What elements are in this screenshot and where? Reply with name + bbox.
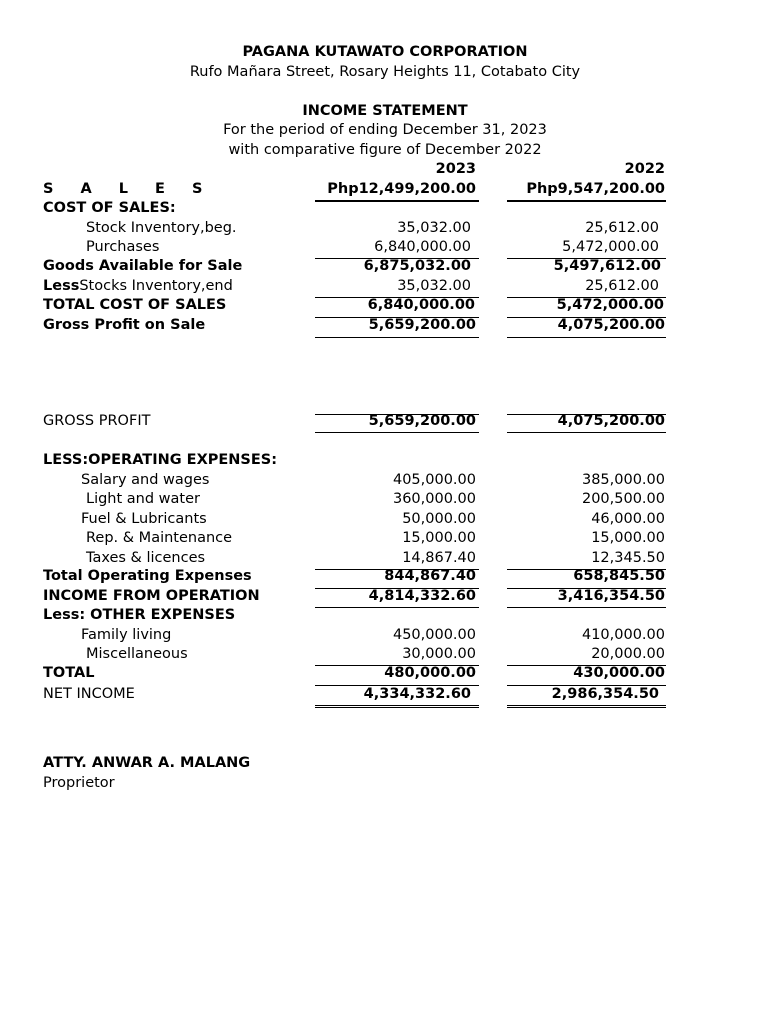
list-item bbox=[0, 510, 768, 530]
expense-label: Salary and wages bbox=[81, 472, 210, 488]
net-income-label: NET INCOME bbox=[43, 686, 135, 702]
stock-inventory-end-row bbox=[0, 277, 768, 297]
statement-comparative: with comparative figure of December 2022 bbox=[228, 142, 542, 158]
goods-available-label: Goods Available for Sale bbox=[43, 258, 243, 274]
column-headers bbox=[0, 160, 768, 180]
total-cost-of-sales-label: TOTAL COST OF SALES bbox=[43, 297, 227, 313]
net-income-2023: 4,334,332.60 bbox=[363, 686, 471, 702]
gross-profit-on-sale-2022: 4,075,200.00 bbox=[557, 317, 665, 333]
list-item bbox=[0, 490, 768, 510]
gross-profit-row bbox=[0, 412, 768, 432]
expense-2023: 450,000.00 bbox=[392, 627, 476, 643]
net-income-row bbox=[0, 685, 768, 705]
purchases-row bbox=[0, 238, 768, 258]
sales-2022: Php9,547,200.00 bbox=[526, 181, 665, 197]
cost-of-sales-heading-row bbox=[0, 199, 768, 219]
expense-label: Light and water bbox=[86, 491, 200, 507]
income-from-operation-2022: 3,416,354.50 bbox=[557, 588, 665, 604]
income-from-operation-row bbox=[0, 587, 768, 607]
expense-2023: 405,000.00 bbox=[392, 472, 476, 488]
list-item bbox=[0, 645, 768, 665]
statement-period: For the period of ending December 31, 2023 bbox=[223, 122, 547, 138]
total-operating-expenses-label: Total Operating Expenses bbox=[43, 568, 252, 584]
statement-title: INCOME STATEMENT bbox=[302, 103, 468, 119]
expense-2022: 12,345.50 bbox=[591, 550, 665, 566]
gross-profit-2023: 5,659,200.00 bbox=[368, 413, 476, 429]
total-operating-expenses-2022: 658,845.50 bbox=[573, 568, 665, 584]
expense-label: Family living bbox=[81, 627, 172, 643]
expense-label: Taxes & licences bbox=[86, 550, 206, 566]
other-expenses-total-2023: 480,000.00 bbox=[384, 665, 476, 681]
gross-profit-on-sale-2023: 5,659,200.00 bbox=[368, 317, 476, 333]
company-name: PAGANA KUTAWATO CORPORATION bbox=[242, 44, 528, 60]
gross-profit-label: GROSS PROFIT bbox=[43, 413, 151, 429]
other-expenses-heading: Less: OTHER EXPENSES bbox=[43, 607, 236, 623]
stock-inventory-beg-label: Stock Inventory,beg. bbox=[86, 220, 237, 236]
expense-2022: 46,000.00 bbox=[591, 511, 665, 527]
expense-2022: 200,500.00 bbox=[581, 491, 665, 507]
operating-expenses-heading-row bbox=[0, 451, 768, 471]
expense-2022: 15,000.00 bbox=[591, 530, 665, 546]
expense-2022: 385,000.00 bbox=[581, 472, 665, 488]
total-operating-expenses-2023: 844,867.40 bbox=[384, 568, 476, 584]
expense-2022: 20,000.00 bbox=[591, 646, 665, 662]
list-item bbox=[0, 471, 768, 491]
sales-label: S A L E S bbox=[43, 181, 214, 197]
other-expenses-total-2022: 430,000.00 bbox=[573, 665, 665, 681]
divider bbox=[507, 432, 666, 433]
stock-inventory-end-label bbox=[43, 277, 233, 297]
gross-profit-2022: 4,075,200.00 bbox=[557, 413, 665, 429]
signatory-position-row bbox=[0, 774, 768, 794]
net-income-2022: 2,986,354.50 bbox=[551, 686, 659, 702]
expense-label: Miscellaneous bbox=[86, 646, 188, 662]
goods-available-2023: 6,875,032.00 bbox=[363, 258, 471, 274]
column-header-2023: 2023 bbox=[435, 161, 476, 177]
expense-2023: 30,000.00 bbox=[402, 646, 476, 662]
other-expenses-total-label: TOTAL bbox=[43, 665, 95, 681]
double-underline bbox=[507, 705, 666, 708]
expense-2023: 50,000.00 bbox=[402, 511, 476, 527]
purchases-2023: 6,840,000.00 bbox=[374, 239, 471, 255]
list-item bbox=[0, 626, 768, 646]
list-item bbox=[0, 549, 768, 569]
operating-expenses-heading: LESS:OPERATING EXPENSES: bbox=[43, 452, 278, 468]
expense-label: Fuel & Lubricants bbox=[81, 511, 207, 527]
income-from-operation-label: INCOME FROM OPERATION bbox=[43, 588, 260, 604]
purchases-2022: 5,472,000.00 bbox=[562, 239, 659, 255]
signatory-name-row bbox=[0, 754, 768, 774]
expense-label: Rep. & Maintenance bbox=[86, 530, 233, 546]
stock-inventory-end-2022: 25,612.00 bbox=[585, 278, 659, 294]
stock-inventory-beg-row bbox=[0, 219, 768, 239]
expense-2022: 410,000.00 bbox=[581, 627, 665, 643]
goods-available-row bbox=[0, 257, 768, 277]
double-underline bbox=[315, 705, 479, 708]
income-from-operation-2023: 4,814,332.60 bbox=[368, 588, 476, 604]
signatory-position: Proprietor bbox=[43, 775, 115, 791]
sales-row bbox=[0, 180, 768, 200]
expense-2023: 15,000.00 bbox=[402, 530, 476, 546]
other-expenses-heading-row bbox=[0, 606, 768, 626]
gross-profit-on-sale-label: Gross Profit on Sale bbox=[43, 317, 206, 333]
signatory-name: ATTY. ANWAR A. MALANG bbox=[43, 755, 251, 771]
stock-inventory-beg-2022: 25,612.00 bbox=[585, 220, 659, 236]
column-header-2022: 2022 bbox=[624, 161, 665, 177]
total-cost-of-sales-2022: 5,472,000.00 bbox=[556, 297, 664, 313]
divider bbox=[315, 432, 479, 433]
sales-2023: Php12,499,200.00 bbox=[327, 181, 476, 197]
gross-profit-on-sale-row bbox=[0, 316, 768, 336]
company-address: Rufo Mañara Street, Rosary Heights 11, Cotabato City bbox=[189, 64, 581, 80]
goods-available-2022: 5,497,612.00 bbox=[553, 258, 661, 274]
list-item bbox=[0, 529, 768, 549]
total-operating-expenses-row bbox=[0, 567, 768, 587]
expense-2023: 360,000.00 bbox=[392, 491, 476, 507]
other-expenses-total-row bbox=[0, 664, 768, 684]
expense-2023: 14,867.40 bbox=[402, 550, 476, 566]
stock-inventory-end-text: Stocks Inventory,end bbox=[79, 278, 233, 294]
cost-of-sales-heading: COST OF SALES: bbox=[43, 200, 176, 216]
stock-inventory-end-2023: 35,032.00 bbox=[397, 278, 471, 294]
total-cost-of-sales-row bbox=[0, 296, 768, 316]
stock-inventory-beg-2023: 35,032.00 bbox=[397, 220, 471, 236]
divider bbox=[507, 337, 666, 338]
less-prefix: Less bbox=[43, 278, 80, 294]
purchases-label: Purchases bbox=[86, 239, 160, 255]
total-cost-of-sales-2023: 6,840,000.00 bbox=[367, 297, 475, 313]
divider bbox=[315, 337, 479, 338]
